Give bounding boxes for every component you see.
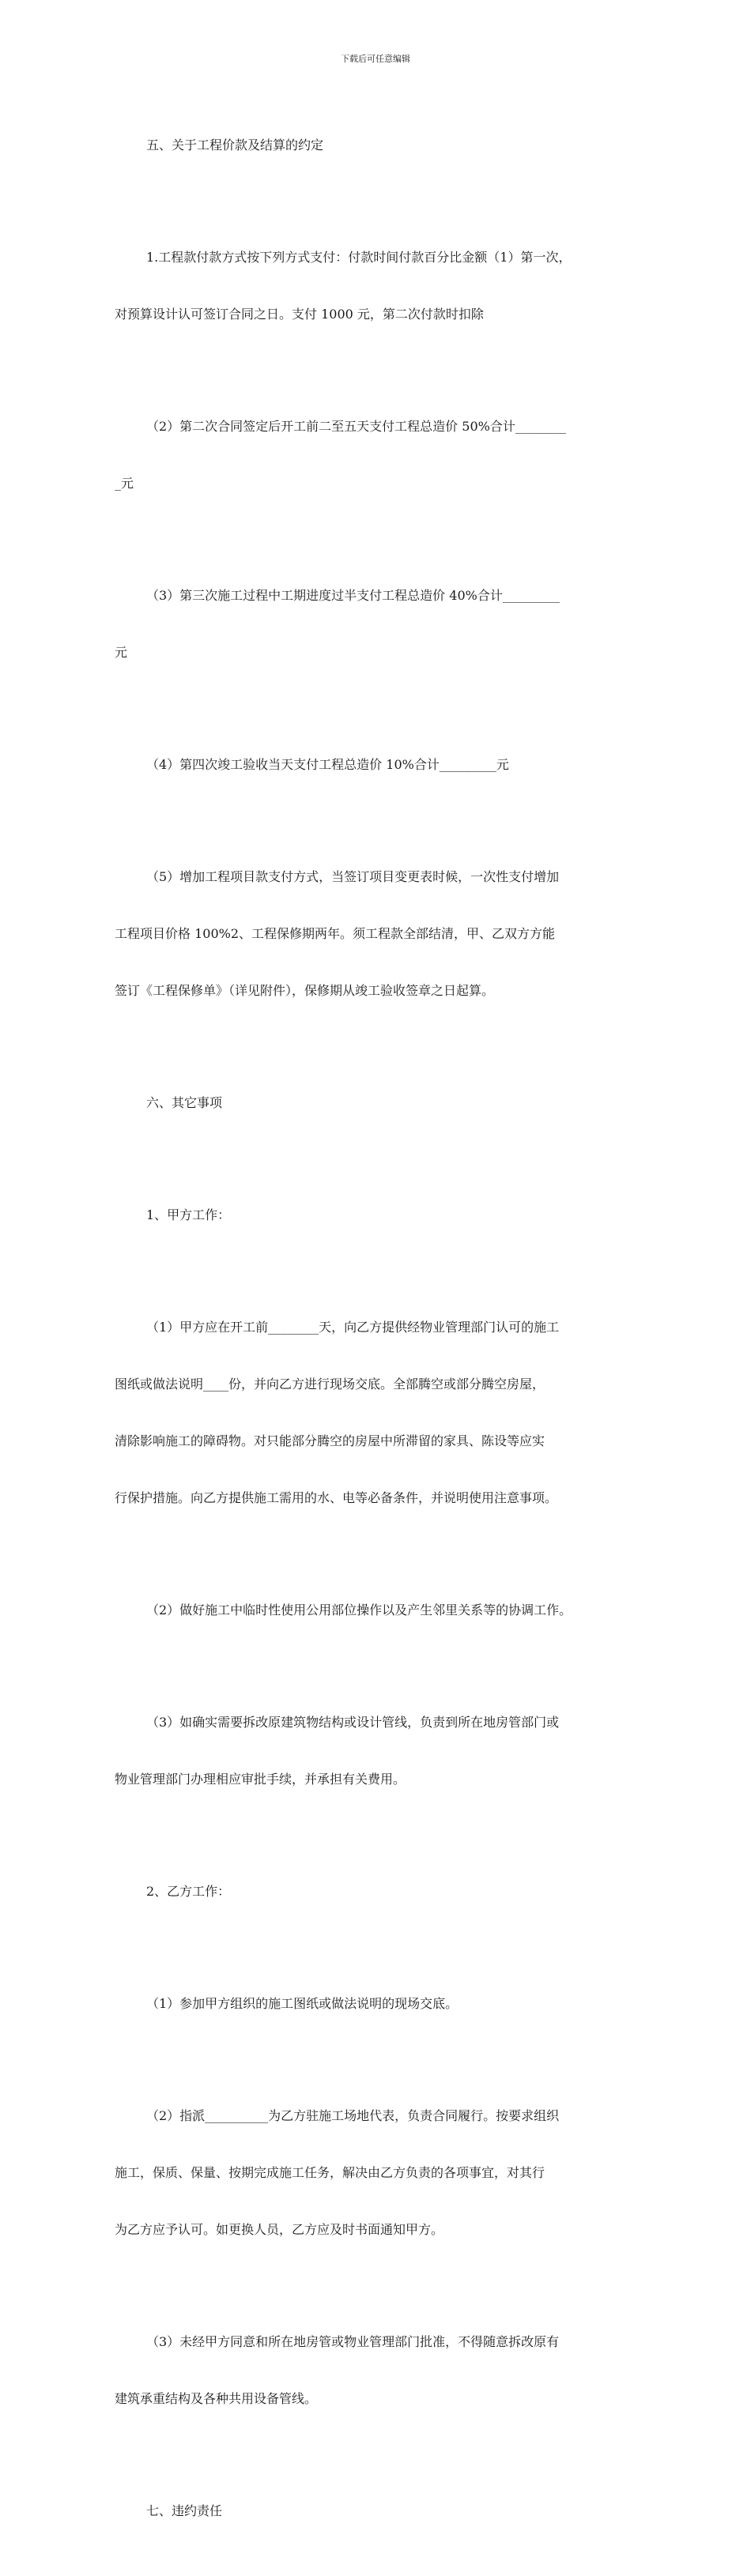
text-line: （4）第四次竣工验收当天支付工程总造价 10%合计_________元 [146, 757, 509, 772]
text-line: 清除影响施工的障碍物。对只能部分腾空的房屋中所滞留的家具、陈设等应实 [115, 1433, 545, 1448]
page-header-note: 下载后可任意编辑 [341, 54, 410, 64]
text-line: （1）参加甲方组织的施工图纸或做法说明的现场交底。 [146, 1996, 459, 2011]
text-line: 施工，保质、保量、按期完成施工任务，解决由乙方负责的各项事宜，对其行 [115, 2165, 545, 2180]
document-body [115, 98, 646, 2576]
party-a-item-1 [115, 1280, 646, 1546]
payment-item-5 [115, 830, 646, 1038]
text-line: 2、乙方工作： [146, 1884, 231, 1899]
text-line: 图纸或做法说明____份，并向乙方进行现场交底。全部腾空或部分腾空房屋， [115, 1377, 545, 1392]
party-a-item-2 [115, 1563, 646, 1658]
text-line: （2）指派__________为乙方驻施工场地代表，负责合同履行。按要求组织 [146, 2108, 560, 2123]
text-line: 物业管理部门办理相应审批手续，并承担有关费用。 [115, 1772, 406, 1787]
text-line: 对预算设计认可签订合同之日。支付 1000 元，第二次付款时扣除 [115, 307, 484, 322]
text-line: （3）未经甲方同意和所在地房管或物业管理部门批准，不得随意拆改原有 [146, 2334, 560, 2349]
text-line: _元 [115, 476, 134, 491]
text-line: （3）如确实需要拆改原建筑物结构或设计管线，负责到所在地房管部门或 [146, 1715, 560, 1730]
text-line: 工程项目价格 100%2、工程保修期两年。须工程款全部结清，甲、乙双方方能 [115, 926, 556, 941]
payment-item-3 [115, 548, 646, 700]
text-line: 七、违约责任 [146, 2503, 223, 2518]
party-b-item-2 [115, 2069, 646, 2277]
section-heading-5 [115, 98, 646, 193]
payment-item-2 [115, 379, 646, 531]
text-line: 1.工程款付款方式按下列方式支付：付款时间付款百分比金额（1）第一次， [146, 250, 572, 265]
payment-item-4 [115, 717, 646, 812]
text-line: （1）甲方应在开工前________天，向乙方提供经物业管理部门认可的施工 [146, 1320, 560, 1335]
text-line: 行保护措施。向乙方提供施工需用的水、电等必备条件，并说明使用注意事项。 [115, 1490, 558, 1505]
party-a-heading [115, 1168, 646, 1263]
text-line: 元 [115, 645, 128, 660]
text-line: 五、关于工程价款及结算的约定 [146, 137, 324, 153]
text-line: （2）第二次合同签定后开工前二至五天支付工程总造价 50%合计________ [146, 419, 566, 434]
section-heading-7 [115, 2464, 646, 2559]
party-b-heading [115, 1844, 646, 1939]
party-a-item-3 [115, 1675, 646, 1827]
text-line: 六、其它事项 [146, 1095, 223, 1110]
payment-method-paragraph [115, 210, 646, 362]
text-line: 建筑承重结构及各种共用设备管线。 [115, 2391, 318, 2406]
text-line: （5）增加工程项目款支付方式，当签订项目变更表时候，一次性支付增加 [146, 869, 560, 884]
text-line: （3）第三次施工过程中工期进度过半支付工程总造价 40%合计_________ [146, 588, 560, 603]
party-b-item-3 [115, 2295, 646, 2446]
section-heading-6 [115, 1056, 646, 1151]
text-line: 1、甲方工作： [146, 1207, 231, 1222]
party-b-item-1 [115, 1956, 646, 2051]
text-line: 签订《工程保修单》（详见附件），保修期从竣工验收签章之日起算。 [115, 983, 495, 998]
text-line: （2）做好施工中临时性使用公用部位操作以及产生邻里关系等的协调工作。 [146, 1602, 572, 1618]
text-line: 为乙方应予认可。如更换人员，乙方应及时书面通知甲方。 [115, 2222, 444, 2237]
